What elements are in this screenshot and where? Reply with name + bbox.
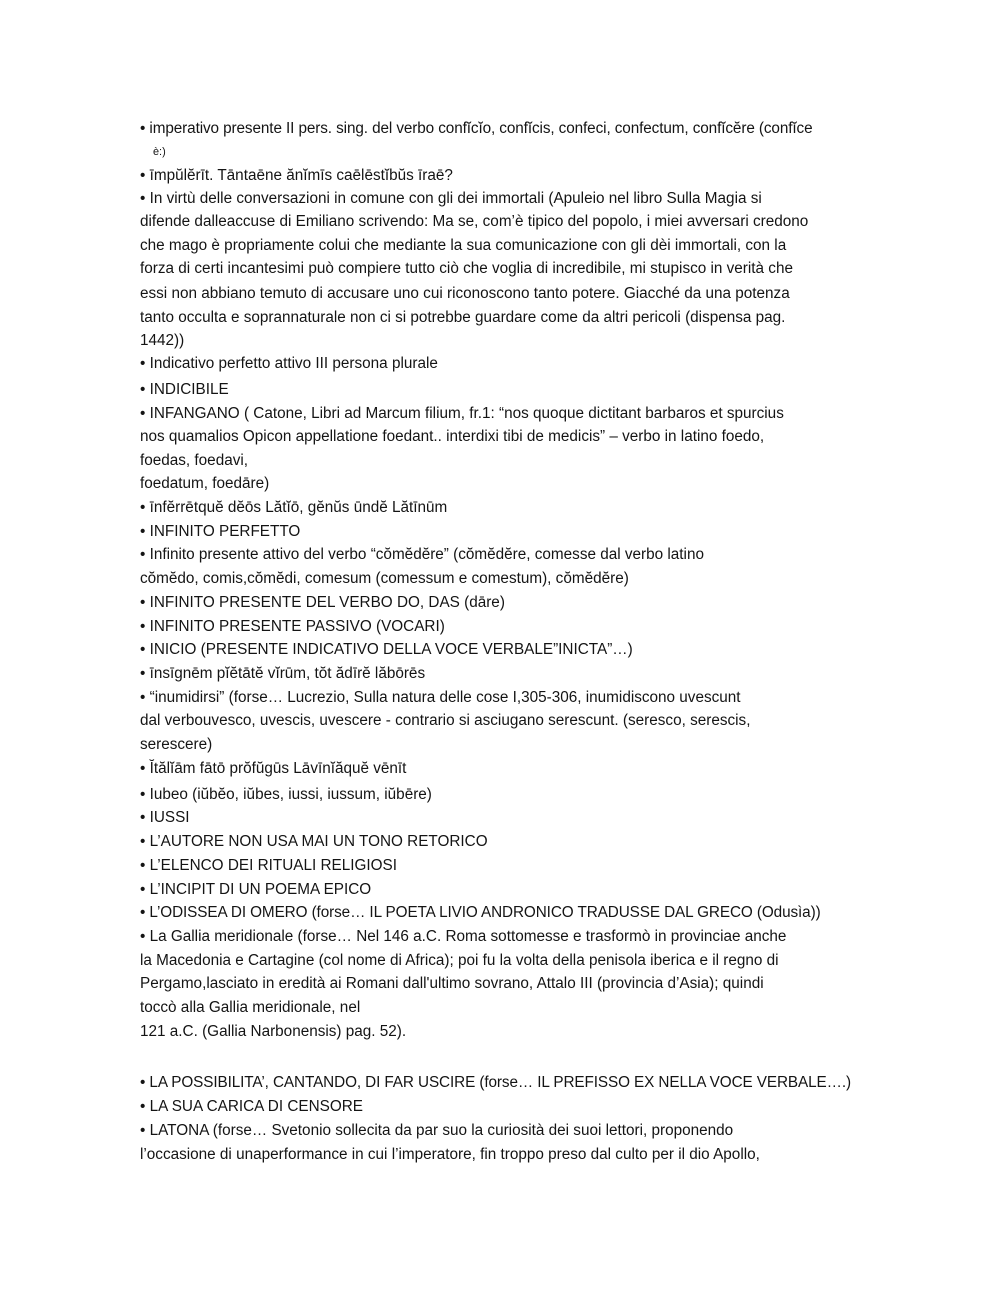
text-line: la Macedonia e Cartagine (col nome di Africa); poi fu la volta della penisola iberica e il regno di	[140, 952, 779, 969]
text-line: Pergamo,lasciato in eredità ai Romani dall'ultimo sovrano, Attalo III (provincia d’Asia); quindi	[140, 975, 764, 992]
text-line: • Infinito presente attivo del verbo “cŏmĕdĕre” (cŏmĕdĕre, comesse dal verbo latino	[140, 546, 704, 563]
text-line: 121 a.C. (Gallia Narbonensis) pag. 52).	[140, 1023, 407, 1040]
text-line: nos quamalios Opicon appellatione foedant.. interdixi tibi de medicis” – verbo in latino foedo,	[140, 428, 765, 445]
text-line: • L’INCIPIT DI UN POEMA EPICO	[140, 881, 372, 898]
text-line: serescere)	[140, 736, 213, 753]
text-line: • īmpŭlĕrīt. Tāntaēne ănĭmīs caēlēstĭbŭs īraē?	[140, 167, 453, 184]
text-line: • L’ODISSEA DI OMERO (forse… IL POETA LIVIO ANDRONICO TRADUSSE DAL GRECO (Odusìa))	[140, 904, 821, 921]
text-line: cŏmĕdo, comis,cŏmĕdi, comesum (comessum e comestum), cŏmĕdĕre)	[140, 570, 629, 587]
text-line: 1442))	[140, 332, 185, 349]
text-line: • Iubeo (iŭbĕo, iŭbes, iussi, iussum, iŭbēre)	[140, 786, 432, 803]
text-line: • In virtù delle conversazioni in comune con gli dei immortali (Apuleio nel libro Sulla Magia si	[140, 190, 762, 207]
text-line: essi non abbiano temuto di accusare uno cui riconoscono tanto potere. Giacché da una potenza	[140, 285, 790, 302]
text-line: • IUSSI	[140, 809, 190, 826]
text-line: che mago è propriamente colui che mediante la sua comunicazione con gli dèi immortali, con la	[140, 237, 787, 254]
text-line: • “inumidirsi” (forse… Lucrezio, Sulla natura delle cose I,305-306, inumidiscono uvescunt	[140, 689, 741, 706]
text-line: forza di certi incantesimi può compiere tutto ciò che voglia di incredibile, mi stupisco in verità che	[140, 260, 793, 277]
text-line: dal verbouvesco, uvescis, uvescere - contrario si asciugano serescunt. (seresco, serescis,	[140, 712, 751, 729]
text-line: difende dalleaccuse di Emiliano scrivendo: Ma se, com’è tipico del popolo, i miei avversari credono	[140, 213, 809, 230]
text-line: • L’AUTORE NON USA MAI UN TONO RETORICO	[140, 833, 488, 850]
text-line: l’occasione di unaperformance in cui l’imperatore, fin troppo preso dal culto per il dio Apollo,	[140, 1146, 760, 1163]
text-line: • INDICIBILE	[140, 381, 229, 398]
text-line: • L’ELENCO DEI RITUALI RELIGIOSI	[140, 857, 397, 874]
text-line: • LATONA (forse… Svetonio sollecita da par suo la curiosità dei suoi lettori, proponendo	[140, 1122, 734, 1139]
text-line: foedatum, foedāre)	[140, 475, 270, 492]
text-line: toccò alla Gallia meridionale, nel	[140, 999, 361, 1016]
text-line: è:)	[153, 146, 166, 158]
text-line: • Ĭtălĭām fātō prŏfŭgūs Lāvīnĭăquĕ vēnīt	[140, 760, 407, 777]
text-line: • Indicativo perfetto attivo III persona plurale	[140, 355, 438, 372]
text-line: foedas, foedavi,	[140, 452, 249, 469]
text-line: • LA POSSIBILITA’, CANTANDO, DI FAR USCIRE (forse… IL PREFISSO EX NELLA VOCE VERBALE….)	[140, 1074, 851, 1091]
text-line: • īnfĕrrētquĕ dĕōs Lătĭō, gĕnŭs ūndĕ Lătīnūm	[140, 499, 448, 516]
text-line: • INFANGANO ( Catone, Libri ad Marcum filium, fr.1: “nos quoque dictitant barbaros et spurcius	[140, 405, 784, 422]
text-line: • INFINITO PRESENTE DEL VERBO DO, DAS (dāre)	[140, 594, 505, 611]
text-line: • īnsīgnēm pĭĕtātĕ vĭrūm, tŏt ădīrĕ lăbōrēs	[140, 665, 426, 682]
text-line: • La Gallia meridionale (forse… Nel 146 a.C. Roma sottomesse e trasformò in provinciae anche	[140, 928, 787, 945]
text-line: • LA SUA CARICA DI CENSORE	[140, 1098, 363, 1115]
text-line: tanto occulta e soprannaturale non ci si potrebbe guardare come da altri pericoli (dispensa pag.	[140, 309, 786, 326]
text-line: • INICIO (PRESENTE INDICATIVO DELLA VOCE VERBALE”INICTA”…)	[140, 641, 633, 658]
text-line: • INFINITO PERFETTO	[140, 523, 301, 540]
text-line: • imperativo presente II pers. sing. del verbo confĭcĭo, confĭcis, confeci, confectum, confĭcĕre (confĭce	[140, 120, 813, 137]
text-line: • INFINITO PRESENTE PASSIVO (VOCARI)	[140, 618, 445, 635]
